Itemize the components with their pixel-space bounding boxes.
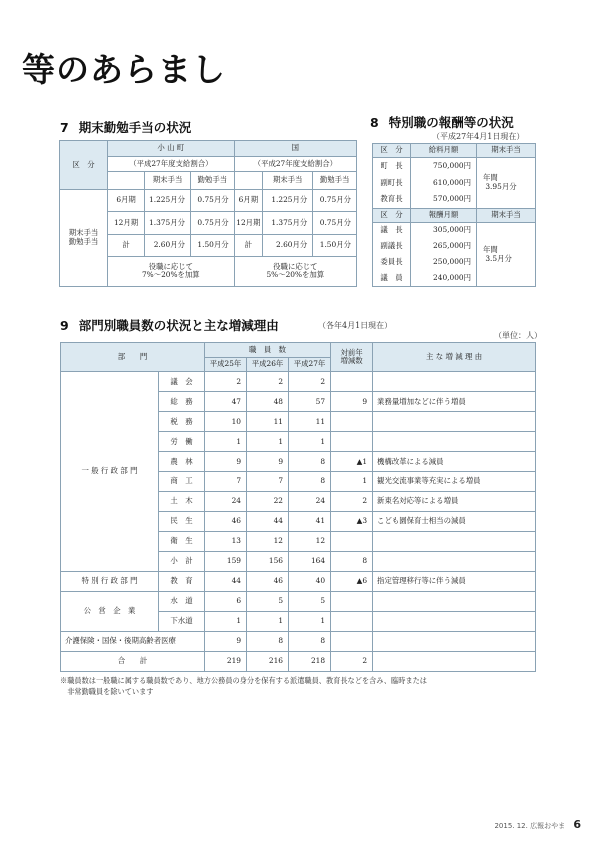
group-town-header: 小 山 町 — [108, 141, 235, 157]
y27-cell: 164 — [289, 552, 331, 572]
value-cell: 0.75月分 — [313, 190, 357, 212]
diff-cell: ▲3 — [331, 512, 373, 532]
page-footer — [494, 818, 581, 831]
y26-cell: 216 — [247, 651, 289, 671]
blank-cell — [108, 172, 145, 190]
bonus-row-label — [60, 190, 108, 287]
post-label: 議 長 — [373, 223, 411, 239]
diff-cell — [331, 432, 373, 452]
note-line: 7%〜20%を加算 — [141, 270, 200, 280]
y25-cell: 1 — [205, 432, 247, 452]
diff-cell: 2 — [331, 651, 373, 671]
bumon-header: 部 門 — [61, 343, 205, 372]
value-cell: 1.375月分 — [145, 212, 191, 234]
diff-cell — [331, 612, 373, 632]
reason-cell — [373, 532, 536, 552]
section-8-date-note: （平成27年4月1日現在） — [432, 132, 525, 141]
section-7-title-text: 期末勤勉手当の状況 — [78, 120, 192, 135]
page-number: 6 — [573, 818, 581, 831]
col-kimatsu: 期末手当 — [145, 172, 191, 190]
y26-cell: 48 — [247, 392, 289, 412]
y27-cell: 2 — [289, 372, 331, 392]
diff-cell: 1 — [331, 472, 373, 492]
term-cell: 計 — [234, 234, 262, 256]
diff-cell — [331, 532, 373, 552]
reason-cell — [373, 632, 536, 652]
y26-cell: 1 — [247, 612, 289, 632]
y27-cell: 40 — [289, 572, 331, 592]
sub-label: 民 生 — [159, 512, 205, 532]
footer-publication: 広報おやま — [530, 822, 566, 830]
reason-cell: 観光交流事業等充実による増員 — [373, 472, 536, 492]
y27-cell: 218 — [289, 651, 331, 671]
diff-cell: ▲1 — [331, 452, 373, 472]
y26-cell: 5 — [247, 592, 289, 612]
bonus-line: 3.95月分 — [485, 182, 517, 191]
bonus-value — [477, 223, 536, 287]
bonus-line: 年間 — [483, 173, 498, 183]
reason-cell — [373, 372, 536, 392]
special-post-table — [372, 143, 536, 287]
y26-cell: 1 — [247, 432, 289, 452]
post-label: 副町長 — [373, 175, 411, 192]
town-subheader: （平成27年度支給割合） — [108, 156, 235, 172]
value-cell: 0.75月分 — [190, 212, 234, 234]
blank-cell — [234, 172, 262, 190]
year-header: 平成25年 — [205, 357, 247, 372]
note-line: 5%〜20%を加算 — [266, 270, 325, 280]
pay-value: 240,000円 — [411, 271, 477, 287]
y25-cell: 9 — [205, 632, 247, 652]
section-8-title-text: 特別職の報酬等の状況 — [388, 115, 514, 130]
y26-cell: 22 — [247, 492, 289, 512]
kubun-header: 区 分 — [373, 144, 411, 158]
pay-value: 570,000円 — [411, 192, 477, 209]
diff-cell — [331, 632, 373, 652]
y25-cell: 24 — [205, 492, 247, 512]
reason-cell — [373, 612, 536, 632]
y26-cell: 9 — [247, 452, 289, 472]
unit-note: （単位：人） — [494, 331, 542, 340]
kubun-header: 区 分 — [60, 141, 108, 190]
y26-cell: 46 — [247, 572, 289, 592]
section-9-number: 9 — [60, 318, 69, 333]
section-7-number: 7 — [60, 120, 69, 135]
reason-cell — [373, 412, 536, 432]
y25-cell: 6 — [205, 592, 247, 612]
y25-cell: 9 — [205, 452, 247, 472]
y27-cell: 5 — [289, 592, 331, 612]
sub-label: 土 木 — [159, 492, 205, 512]
y25-cell: 7 — [205, 472, 247, 492]
group-tokubetsu: 特 別 行 政 部 門 — [61, 572, 159, 592]
y25-cell: 10 — [205, 412, 247, 432]
reason-cell — [373, 651, 536, 671]
section-8-number: 8 — [370, 115, 379, 130]
group-national-header: 国 — [234, 141, 356, 157]
y27-cell: 8 — [289, 632, 331, 652]
y27-cell: 8 — [289, 452, 331, 472]
diff-cell — [331, 372, 373, 392]
value-cell: 1.50月分 — [190, 234, 234, 256]
pay-value: 305,000円 — [411, 223, 477, 239]
y26-cell: 156 — [247, 552, 289, 572]
pay-value: 250,000円 — [411, 255, 477, 271]
note-line: 役職に応じて — [273, 261, 318, 271]
diff-cell: 8 — [331, 552, 373, 572]
y26-cell: 11 — [247, 412, 289, 432]
section-8-title — [370, 113, 514, 131]
year-header: 平成27年 — [289, 357, 331, 372]
diff-cell: ▲6 — [331, 572, 373, 592]
diff-cell — [331, 412, 373, 432]
post-label: 教育長 — [373, 192, 411, 209]
y27-cell: 41 — [289, 512, 331, 532]
footnote-line: ※職員数は一般職に属する職員数であり、地方公務員の身分を保有する派遣職員、教育長などを含み、臨時または — [60, 676, 427, 685]
bonus-header: 期末手当 — [477, 144, 536, 158]
sub-label: 商 工 — [159, 472, 205, 492]
y27-cell: 12 — [289, 532, 331, 552]
diff-header — [331, 343, 373, 372]
y25-cell: 13 — [205, 532, 247, 552]
bonus-header: 期末手当 — [477, 209, 536, 223]
sub-label: 小 計 — [159, 552, 205, 572]
year-header: 平成26年 — [247, 357, 289, 372]
y27-cell: 11 — [289, 412, 331, 432]
value-cell: 0.75月分 — [190, 190, 234, 212]
reason-cell: 業務量増加などに伴う増員 — [373, 392, 536, 412]
row-label-line2: 勤勉手当 — [68, 237, 99, 246]
group-kouei: 公 営 企 業 — [61, 592, 159, 632]
reason-cell — [373, 432, 536, 452]
note-line: 役職に応じて — [148, 261, 194, 271]
value-cell: 0.75月分 — [313, 212, 357, 234]
sub-label: 税 務 — [159, 412, 205, 432]
y26-cell: 8 — [247, 632, 289, 652]
section-9-title — [60, 316, 279, 334]
sub-label: 農 林 — [159, 452, 205, 472]
y25-cell: 46 — [205, 512, 247, 532]
y27-cell: 8 — [289, 472, 331, 492]
y26-cell: 44 — [247, 512, 289, 532]
row-label-line1: 期末手当 — [68, 228, 99, 238]
term-cell: 6月期 — [234, 190, 262, 212]
reason-header: 主 な 増 減 理 由 — [373, 343, 536, 372]
diff-cell: 2 — [331, 492, 373, 512]
term-cell: 12月期 — [234, 212, 262, 234]
sub-label: 衛 生 — [159, 532, 205, 552]
pay-value: 750,000円 — [411, 158, 477, 175]
y26-cell: 2 — [247, 372, 289, 392]
y26-cell: 12 — [247, 532, 289, 552]
town-note — [108, 256, 235, 286]
post-label: 議 員 — [373, 271, 411, 287]
bonus-line: 年間 — [483, 244, 498, 254]
sub-label: 議 会 — [159, 372, 205, 392]
value-cell: 1.225月分 — [145, 190, 191, 212]
pay-header: 給料月額 — [411, 144, 477, 158]
section-7-title — [60, 118, 191, 136]
pay-value: 610,000円 — [411, 175, 477, 192]
diff-cell — [331, 592, 373, 612]
col-kinben: 勤勉手当 — [313, 172, 357, 190]
sub-label: 労 働 — [159, 432, 205, 452]
section-9-title-text: 部門別職員数の状況と主な増減理由 — [78, 318, 279, 333]
col-kinben: 勤勉手当 — [190, 172, 234, 190]
sub-label: 教 育 — [159, 572, 205, 592]
post-label: 町 長 — [373, 158, 411, 175]
term-cell: 計 — [108, 234, 145, 256]
diff-cell: 9 — [331, 392, 373, 412]
sub-label: 総 務 — [159, 392, 205, 412]
value-cell: 1.375月分 — [263, 212, 313, 234]
sub-label: 水 道 — [159, 592, 205, 612]
bonus-value — [477, 158, 536, 209]
page-title: 等のあらまし — [22, 50, 226, 89]
term-cell: 6月期 — [108, 190, 145, 212]
y25-cell: 44 — [205, 572, 247, 592]
y26-cell: 7 — [247, 472, 289, 492]
y25-cell: 47 — [205, 392, 247, 412]
y25-cell: 2 — [205, 372, 247, 392]
reason-cell: 新東名対応等による増員 — [373, 492, 536, 512]
group-total: 合 計 — [61, 651, 205, 671]
reason-cell — [373, 592, 536, 612]
y25-cell: 219 — [205, 651, 247, 671]
section-9-date-note: （各年4月1日現在） — [318, 321, 393, 330]
y27-cell: 1 — [289, 612, 331, 632]
term-cell: 12月期 — [108, 212, 145, 234]
value-cell: 2.60月分 — [263, 234, 313, 256]
post-label: 委員長 — [373, 255, 411, 271]
staff-table — [60, 342, 536, 672]
y27-cell: 24 — [289, 492, 331, 512]
reason-cell: 指定管理移行等に伴う減員 — [373, 572, 536, 592]
y27-cell: 57 — [289, 392, 331, 412]
national-subheader: （平成27年度支給割合） — [234, 156, 356, 172]
sub-label: 下水道 — [159, 612, 205, 632]
value-cell: 1.50月分 — [313, 234, 357, 256]
diff-header-line: 増減数 — [340, 356, 363, 366]
national-note — [234, 256, 356, 286]
reason-cell: 機構改革による減員 — [373, 452, 536, 472]
group-ippan: 一 般 行 政 部 門 — [61, 372, 159, 572]
footer-issue: 2015. 12. — [494, 822, 528, 830]
reason-cell: こども園保育士相当の減員 — [373, 512, 536, 532]
group-kaigo: 介護保険・国保・後期高齢者医療 — [61, 632, 205, 652]
pay-value: 265,000円 — [411, 239, 477, 255]
post-label: 副議長 — [373, 239, 411, 255]
col-kimatsu: 期末手当 — [263, 172, 313, 190]
kubun-header: 区 分 — [373, 209, 411, 223]
bonus-line: 3.5月分 — [485, 253, 512, 263]
staff-count-header: 職 員 数 — [205, 343, 331, 358]
value-cell: 1.225月分 — [263, 190, 313, 212]
reason-cell — [373, 552, 536, 572]
footnote — [60, 676, 540, 698]
y27-cell: 1 — [289, 432, 331, 452]
bonus-table — [59, 140, 357, 287]
diff-header-line: 対前年 — [340, 347, 363, 357]
pay-header: 報酬月額 — [411, 209, 477, 223]
y25-cell: 159 — [205, 552, 247, 572]
footnote-line: 非常勤職員を除いています — [60, 686, 154, 696]
y25-cell: 1 — [205, 612, 247, 632]
value-cell: 2.60月分 — [145, 234, 191, 256]
